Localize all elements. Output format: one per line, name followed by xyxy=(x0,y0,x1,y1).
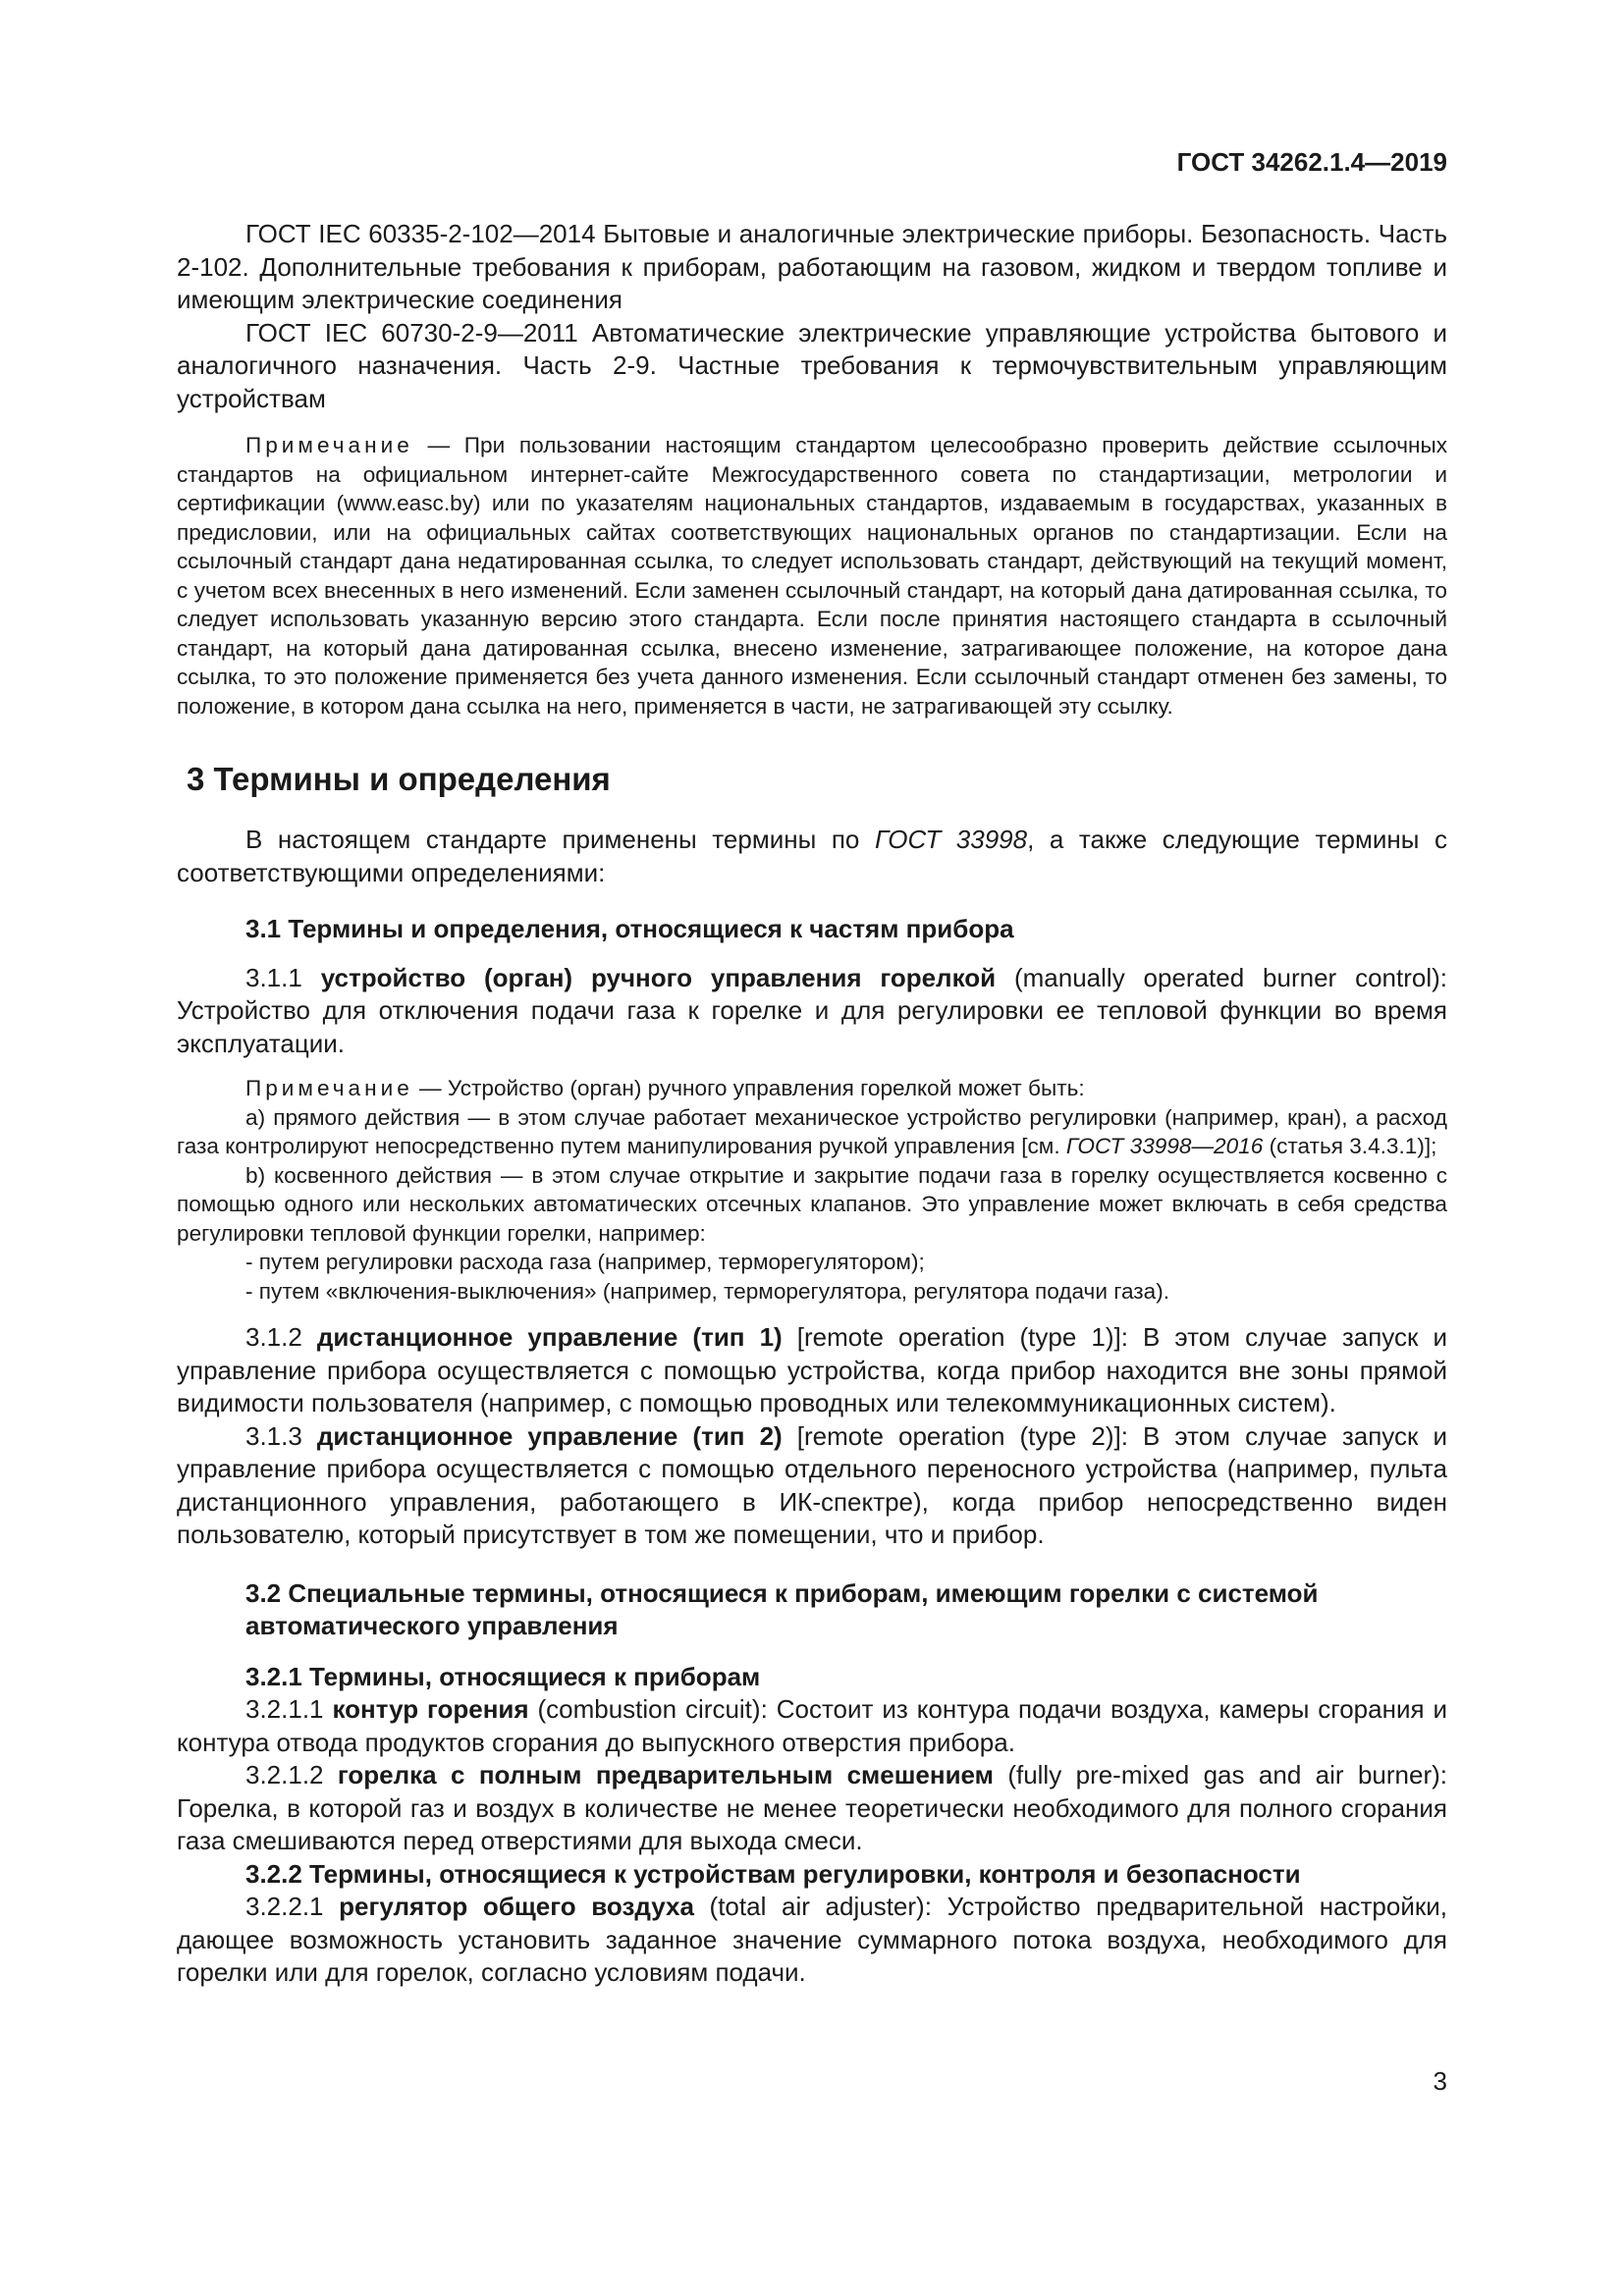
page-content xyxy=(177,218,1447,1990)
intro-ref: ГОСТ 33998 xyxy=(874,825,1028,854)
term-text: (manually operated burner control): Устройство для отключения подачи газа к горелке и для регулировки ее тепловой функции во время эксплуатации. xyxy=(177,962,1447,1058)
note-item-text: а) прямого действия — в этом случае работает механическое устройство регулировки (например, кран), а расход газа контролируют непосредственно путем манипулирования ручкой управления [см. xyxy=(177,1104,1447,1158)
term-number: 3.2.1.2 xyxy=(245,1760,338,1789)
term-name: дистанционное управление (тип 2) xyxy=(316,1420,783,1451)
note-dash-item: - путем «включения-выключения» (например, терморегулятора, регулятора подачи газа). xyxy=(245,1278,1169,1304)
subsection-title-line: 3.2 Специальные термины, относящиеся к приборам, имеющим горелки с системой xyxy=(245,1577,1319,1608)
note-block xyxy=(177,1074,1447,1306)
subsection-title: 3.1 Термины и определения, относящиеся к частям прибора xyxy=(245,914,1014,943)
term-definition xyxy=(177,1693,1447,1759)
term-definition xyxy=(177,1759,1447,1858)
term-text: (total air adjuster): Устройство предварительной настройки, дающее возможность установить заданное значение суммарного потока воздуха, необходимого для горелки или для горелок, согласно условиям подачи. xyxy=(177,1892,1447,1987)
term-text: [remote operation (type 1)]: В этом случае запуск и управление прибора осуществляется с помощью устройства, когда прибор находится вне зоны прямой видимости пользователя (например, с помощью проводных или телекоммуникационных систем). xyxy=(177,1322,1447,1417)
term-name: дистанционное управление (тип 1) xyxy=(316,1322,783,1352)
note-item-text-end: (статья 3.4.3.1)]; xyxy=(1263,1134,1437,1158)
reference-entry: ГОСТ IEC 60335-2-102—2014 Бытовые и аналогичные электрические приборы. Безопасность. Часть 2-102. Дополнительные требования к приборам, работающим на газовом, жидком и твердом топливе и имеющим электрические соединения xyxy=(177,219,1447,314)
note-label: Примечание xyxy=(245,433,413,457)
subsection-title-line: автоматического управления xyxy=(245,1611,619,1640)
section-intro xyxy=(177,824,1447,889)
term-number: 3.2.1.1 xyxy=(245,1694,333,1724)
term-name: регулятор общего воздуха xyxy=(339,1892,694,1921)
subsection-title xyxy=(177,1577,1447,1643)
term-number: 3.2.2.1 xyxy=(245,1892,340,1921)
term-text: (fully pre-mixed gas and air burner): Горелка, в которой газ и воздух в количестве не менее теоретически необходимого для полного сгорания газа смешиваются перед отверстиями для выхода смеси. xyxy=(177,1760,1448,1855)
note-item-b: b) косвенного действия — в этом случае открытие и закрытие подачи газа в горелку осуществляется косвенно с помощью одного или нескольких автоматических отсечных клапанов. Это управление может включать в себя средства регулировки тепловой функции горелки, например: xyxy=(177,1162,1447,1246)
term-number: 3.1.3 xyxy=(245,1420,317,1451)
note-item-a xyxy=(177,1103,1447,1161)
term-number: 3.1.2 xyxy=(245,1322,317,1352)
term-name: устройство (орган) ручного управления горелкой xyxy=(320,962,997,992)
term-definition xyxy=(177,1420,1447,1552)
term-definition xyxy=(177,1891,1447,1990)
page-number: 3 xyxy=(1433,2066,1447,2096)
note-label: Примечание xyxy=(245,1076,413,1100)
note-text: — При пользовании настоящим стандартом целесообразно проверить действие ссылочных стандартов на официальном интернет-сайте Межгосударственного совета по стандартизации, метрологии и сертификации (www.easc.by) или по указателям национальных стандартов, издаваемым в государствах, указанных в предисловии, или на официальных сайтах соответствующих национальных органов по стандартизации. Если на ссылочный стандарт дана недатированная ссылка, то следует использовать стандарт, действующий на текущий момент, с учетом всех внесенных в него изменений. Если заменен ссылочный стандарт, на который дана датированная ссылка, то следует использовать указанную версию этого стандарта. Если после принятия настоящего стандарта в ссылочный стандарт, на который дана датированная ссылка, внесено изменение, затрагивающее положение, на которое дана ссылка, то это положение применяется без учета данного изменения. Если ссылочный стандарт отменен без замены, то положение, в котором дана ссылка на него, применяется в части, не затрагивающей эту ссылку. xyxy=(177,433,1447,719)
note-text: — Устройство (орган) ручного управления горелкой может быть: xyxy=(412,1076,1085,1100)
intro-text-end: , а также следующие термины с соответствующими определениями: xyxy=(177,825,1447,887)
section-title: 3 Термины и определения xyxy=(187,761,611,797)
subsubsection-title: 3.2.1 Термины, относящиеся к приборам xyxy=(245,1661,761,1691)
subsubsection-title: 3.2.2 Термины, относящиеся к устройствам регулировки, контроля и безопасности xyxy=(245,1858,1301,1889)
document-header-id: ГОСТ 34262.1.4—2019 xyxy=(1176,147,1447,177)
term-definition xyxy=(177,1321,1447,1420)
reference-entry: ГОСТ IEC 60730-2-9—2011 Автоматические электрические управляющие устройства бытового и аналогичного назначения. Часть 2-9. Частные требования к термочувствительным управляющим устройствам xyxy=(177,317,1447,413)
term-text: [remote operation (type 2)]: В этом случае запуск и управление прибора осуществляется с помощью отдельного переносного устройства (например, пульта дистанционного управления, работающего в ИК-спектре), когда прибор непосредственно виден пользователю, который присутствует в том же помещении, что и прибор. xyxy=(177,1420,1447,1549)
intro-text: В настоящем стандарте применены термины по xyxy=(245,825,875,854)
note-item-ref: ГОСТ 33998—2016 xyxy=(1065,1134,1264,1158)
term-text: (combustion circuit): Состоит из контура подачи воздуха, камеры сгорания и контура отвода продуктов сгорания до выпускного отверстия прибора. xyxy=(177,1694,1447,1757)
note-dash-item: - путем регулировки расхода газа (например, терморегулятором); xyxy=(245,1250,925,1274)
term-number: 3.1.1 xyxy=(245,962,321,992)
term-name: контур горения xyxy=(332,1694,529,1724)
term-name: горелка с полным предварительным смешением xyxy=(337,1760,994,1789)
term-definition xyxy=(177,962,1447,1061)
note-paragraph xyxy=(177,431,1447,721)
